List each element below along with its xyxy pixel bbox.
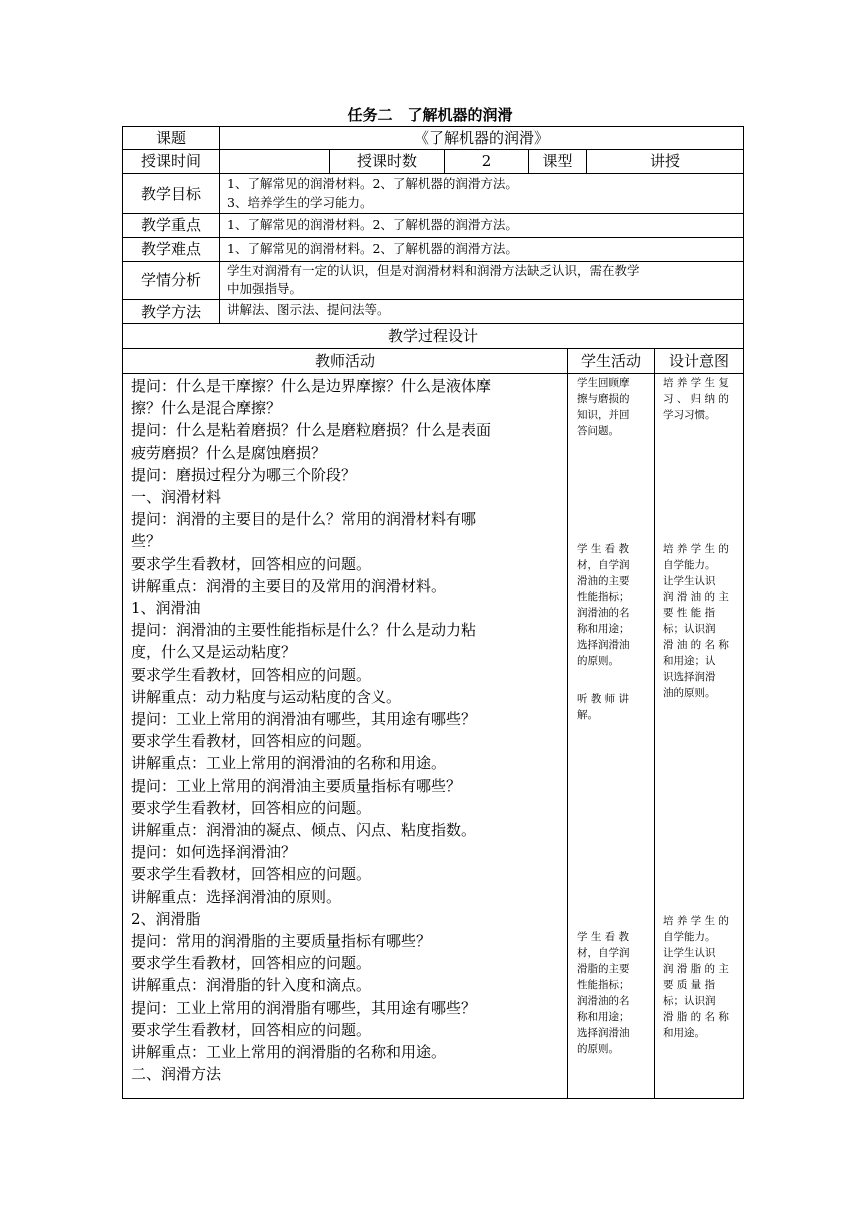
teacher-line: 擦？什么是混合摩擦？	[131, 399, 282, 418]
key-label: 教学重点	[140, 216, 201, 234]
student-line: 解。	[577, 709, 598, 721]
teacher-line: 提问：磨损过程分为哪三个阶段？	[131, 465, 357, 484]
teacher-line: 度，什么又是运动粘度？	[131, 643, 297, 662]
student-line: 听 教 师 讲	[577, 693, 630, 705]
student-activity-block	[577, 929, 653, 1057]
teacher-line: 要求学生看教材，回答相应的问题。	[131, 798, 372, 817]
student-line: 材，自学润	[577, 559, 630, 571]
teacher-line: 讲解重点：润滑油的凝点、倾点、闪点、粘度指数。	[131, 821, 477, 840]
intent-line: 标；认识润	[663, 623, 716, 635]
student-line: 性能指标；	[577, 591, 630, 603]
teacher-line: 讲解重点：润滑脂的针入度和滴点。	[131, 976, 372, 995]
goal-line-1: 1、了解常见的润滑材料。2、了解机器的润滑方法。	[227, 176, 518, 191]
student-line: 滑油的主要	[577, 575, 630, 587]
student-activity-block	[577, 691, 653, 723]
intent-line: 润 滑 脂 的 主	[663, 963, 729, 975]
teacher-line: 提问：工业上常用的润滑油主要质量指标有哪些？	[131, 776, 462, 795]
key-value: 1、了解常见的润滑材料。2、了解机器的润滑方法。	[227, 217, 518, 232]
student-activity-block	[577, 375, 653, 439]
course-label: 课题	[155, 129, 186, 147]
teacher-line: 要求学生看教材，回答相应的问题。	[131, 1020, 372, 1039]
type-label: 课型	[542, 152, 573, 170]
type-value: 讲授	[649, 152, 680, 170]
student-line: 润滑油的名	[577, 607, 630, 619]
student-line: 选择润滑油	[577, 1027, 630, 1039]
teacher-line: 提问：工业上常用的润滑脂有哪些，其用途有哪些？	[131, 998, 477, 1017]
teacher-line: 提问：常用的润滑脂的主要质量指标有哪些？	[131, 932, 432, 951]
teacher-line: 提问：工业上常用的润滑油有哪些，其用途有哪些？	[131, 710, 477, 729]
student-line: 选择润滑油	[577, 639, 630, 651]
goal-line-2: 3、培养学生的学习能力。	[227, 195, 373, 210]
analysis-line-1: 学生对润滑有一定的认识，但是对润滑材料和润滑方法缺乏认识，需在教学	[227, 263, 640, 278]
process-heading: 教学过程设计	[387, 327, 478, 345]
teacher-line: 要求学生看教材，回答相应的问题。	[131, 732, 372, 751]
teacher-line: 讲解重点：工业上常用的润滑脂的名称和用途。	[131, 1043, 447, 1062]
time-label: 授课时间	[140, 152, 201, 170]
student-line: 学 生 看 教	[577, 931, 630, 943]
teacher-line: 二、润滑方法	[131, 1065, 222, 1084]
design-intent-header: 设计意图	[668, 352, 729, 370]
intent-line: 自学能力。	[663, 559, 716, 571]
teacher-line: 1、润滑油	[131, 599, 201, 618]
teacher-activity-header: 教师活动	[314, 352, 375, 370]
teacher-activity-text	[131, 375, 563, 1086]
course-value: 《了解机器的润滑》	[413, 129, 549, 147]
teacher-line: 提问：润滑油的主要性能指标是什么？什么是动力粘	[131, 621, 477, 640]
intent-line: 滑 油 的 名 称	[663, 639, 729, 651]
intent-line: 学习习惯。	[663, 409, 716, 421]
student-line: 称和用途；	[577, 1011, 630, 1023]
teacher-line: 要求学生看教材，回答相应的问题。	[131, 665, 372, 684]
teacher-line: 提问：什么是干摩擦？什么是边界摩擦？什么是液体摩	[131, 377, 492, 395]
teacher-line: 讲解重点：工业上常用的润滑油的名称和用途。	[131, 754, 447, 773]
intent-line: 自学能力。	[663, 931, 716, 943]
student-line: 学生回顾摩	[577, 377, 630, 389]
intent-line: 要 质 量 指	[663, 979, 716, 991]
teacher-line: 疲劳磨损？什么是腐蚀磨损？	[131, 443, 327, 462]
page-title: 任务二 了解机器的润滑	[347, 106, 513, 124]
student-line: 滑脂的主要	[577, 963, 630, 975]
student-activity-header: 学生活动	[580, 352, 641, 370]
student-line: 称和用途；	[577, 623, 630, 635]
intent-line: 让学生认识	[663, 575, 716, 587]
intent-line: 和用途；认	[663, 655, 716, 667]
teacher-line: 讲解重点：选择润滑油的原则。	[131, 887, 342, 906]
student-line: 的原则。	[577, 655, 619, 667]
intent-line: 和用途。	[663, 1027, 705, 1039]
intent-line: 要 性 能 指	[663, 607, 716, 619]
student-line: 材，自学润	[577, 947, 630, 959]
intent-line: 油的原则。	[663, 687, 716, 699]
teacher-line: 提问：什么是粘着磨损？什么是磨粒磨损？什么是表面	[131, 421, 492, 440]
intent-line: 培 养 学 生 复	[663, 377, 729, 389]
student-activity-block	[577, 541, 653, 669]
goal-label: 教学目标	[140, 185, 201, 203]
difficulty-label: 教学难点	[140, 240, 201, 258]
intent-line: 滑 脂 的 名 称	[663, 1011, 729, 1023]
teacher-line: 些？	[131, 532, 162, 551]
analysis-label: 学情分析	[140, 271, 201, 289]
teacher-line: 提问：如何选择润滑油？	[131, 843, 297, 862]
student-line: 润滑油的名	[577, 995, 630, 1007]
student-line: 知识，并回	[577, 409, 630, 421]
student-line: 性能指标；	[577, 979, 630, 991]
intent-line: 培 养 学 生 的	[663, 915, 729, 927]
intent-line: 标；认识润	[663, 995, 716, 1007]
intent-line: 习 、 归 纳 的	[663, 393, 729, 405]
teacher-line: 一、润滑材料	[131, 488, 222, 507]
teacher-line: 要求学生看教材，回答相应的问题。	[131, 554, 372, 573]
intent-line: 润 滑 油 的 主	[663, 591, 729, 603]
teacher-line: 要求学生看教材，回答相应的问题。	[131, 954, 372, 973]
teacher-line: 讲解重点：动力粘度与运动粘度的含义。	[131, 687, 402, 706]
design-intent-block	[663, 375, 741, 423]
teacher-line: 讲解重点：润滑的主要目的及常用的润滑材料。	[131, 576, 447, 595]
intent-line: 识选择润滑	[663, 671, 716, 683]
design-intent-block	[663, 541, 741, 701]
method-label: 教学方法	[140, 303, 201, 321]
hours-label: 授课时数	[356, 152, 417, 170]
student-line: 擦与磨损的	[577, 393, 630, 405]
lesson-plan-table	[122, 126, 744, 1099]
design-intent-block	[663, 913, 741, 1041]
teacher-line: 要求学生看教材，回答相应的问题。	[131, 865, 372, 884]
teacher-line: 提问：润滑的主要目的是什么？常用的润滑材料有哪	[131, 510, 477, 529]
student-line: 学 生 看 教	[577, 543, 630, 555]
analysis-line-2: 中加强指导。	[227, 281, 303, 296]
hours-value: 2	[481, 152, 492, 170]
teacher-line: 2、润滑脂	[131, 909, 201, 928]
intent-line: 让学生认识	[663, 947, 716, 959]
difficulty-value: 1、了解常见的润滑材料。2、了解机器的润滑方法。	[227, 241, 518, 256]
student-line: 的原则。	[577, 1043, 619, 1055]
intent-line: 培 养 学 生 的	[663, 543, 729, 555]
student-line: 答问题。	[577, 425, 619, 437]
method-value: 讲解法、图示法、提问法等。	[227, 302, 390, 317]
